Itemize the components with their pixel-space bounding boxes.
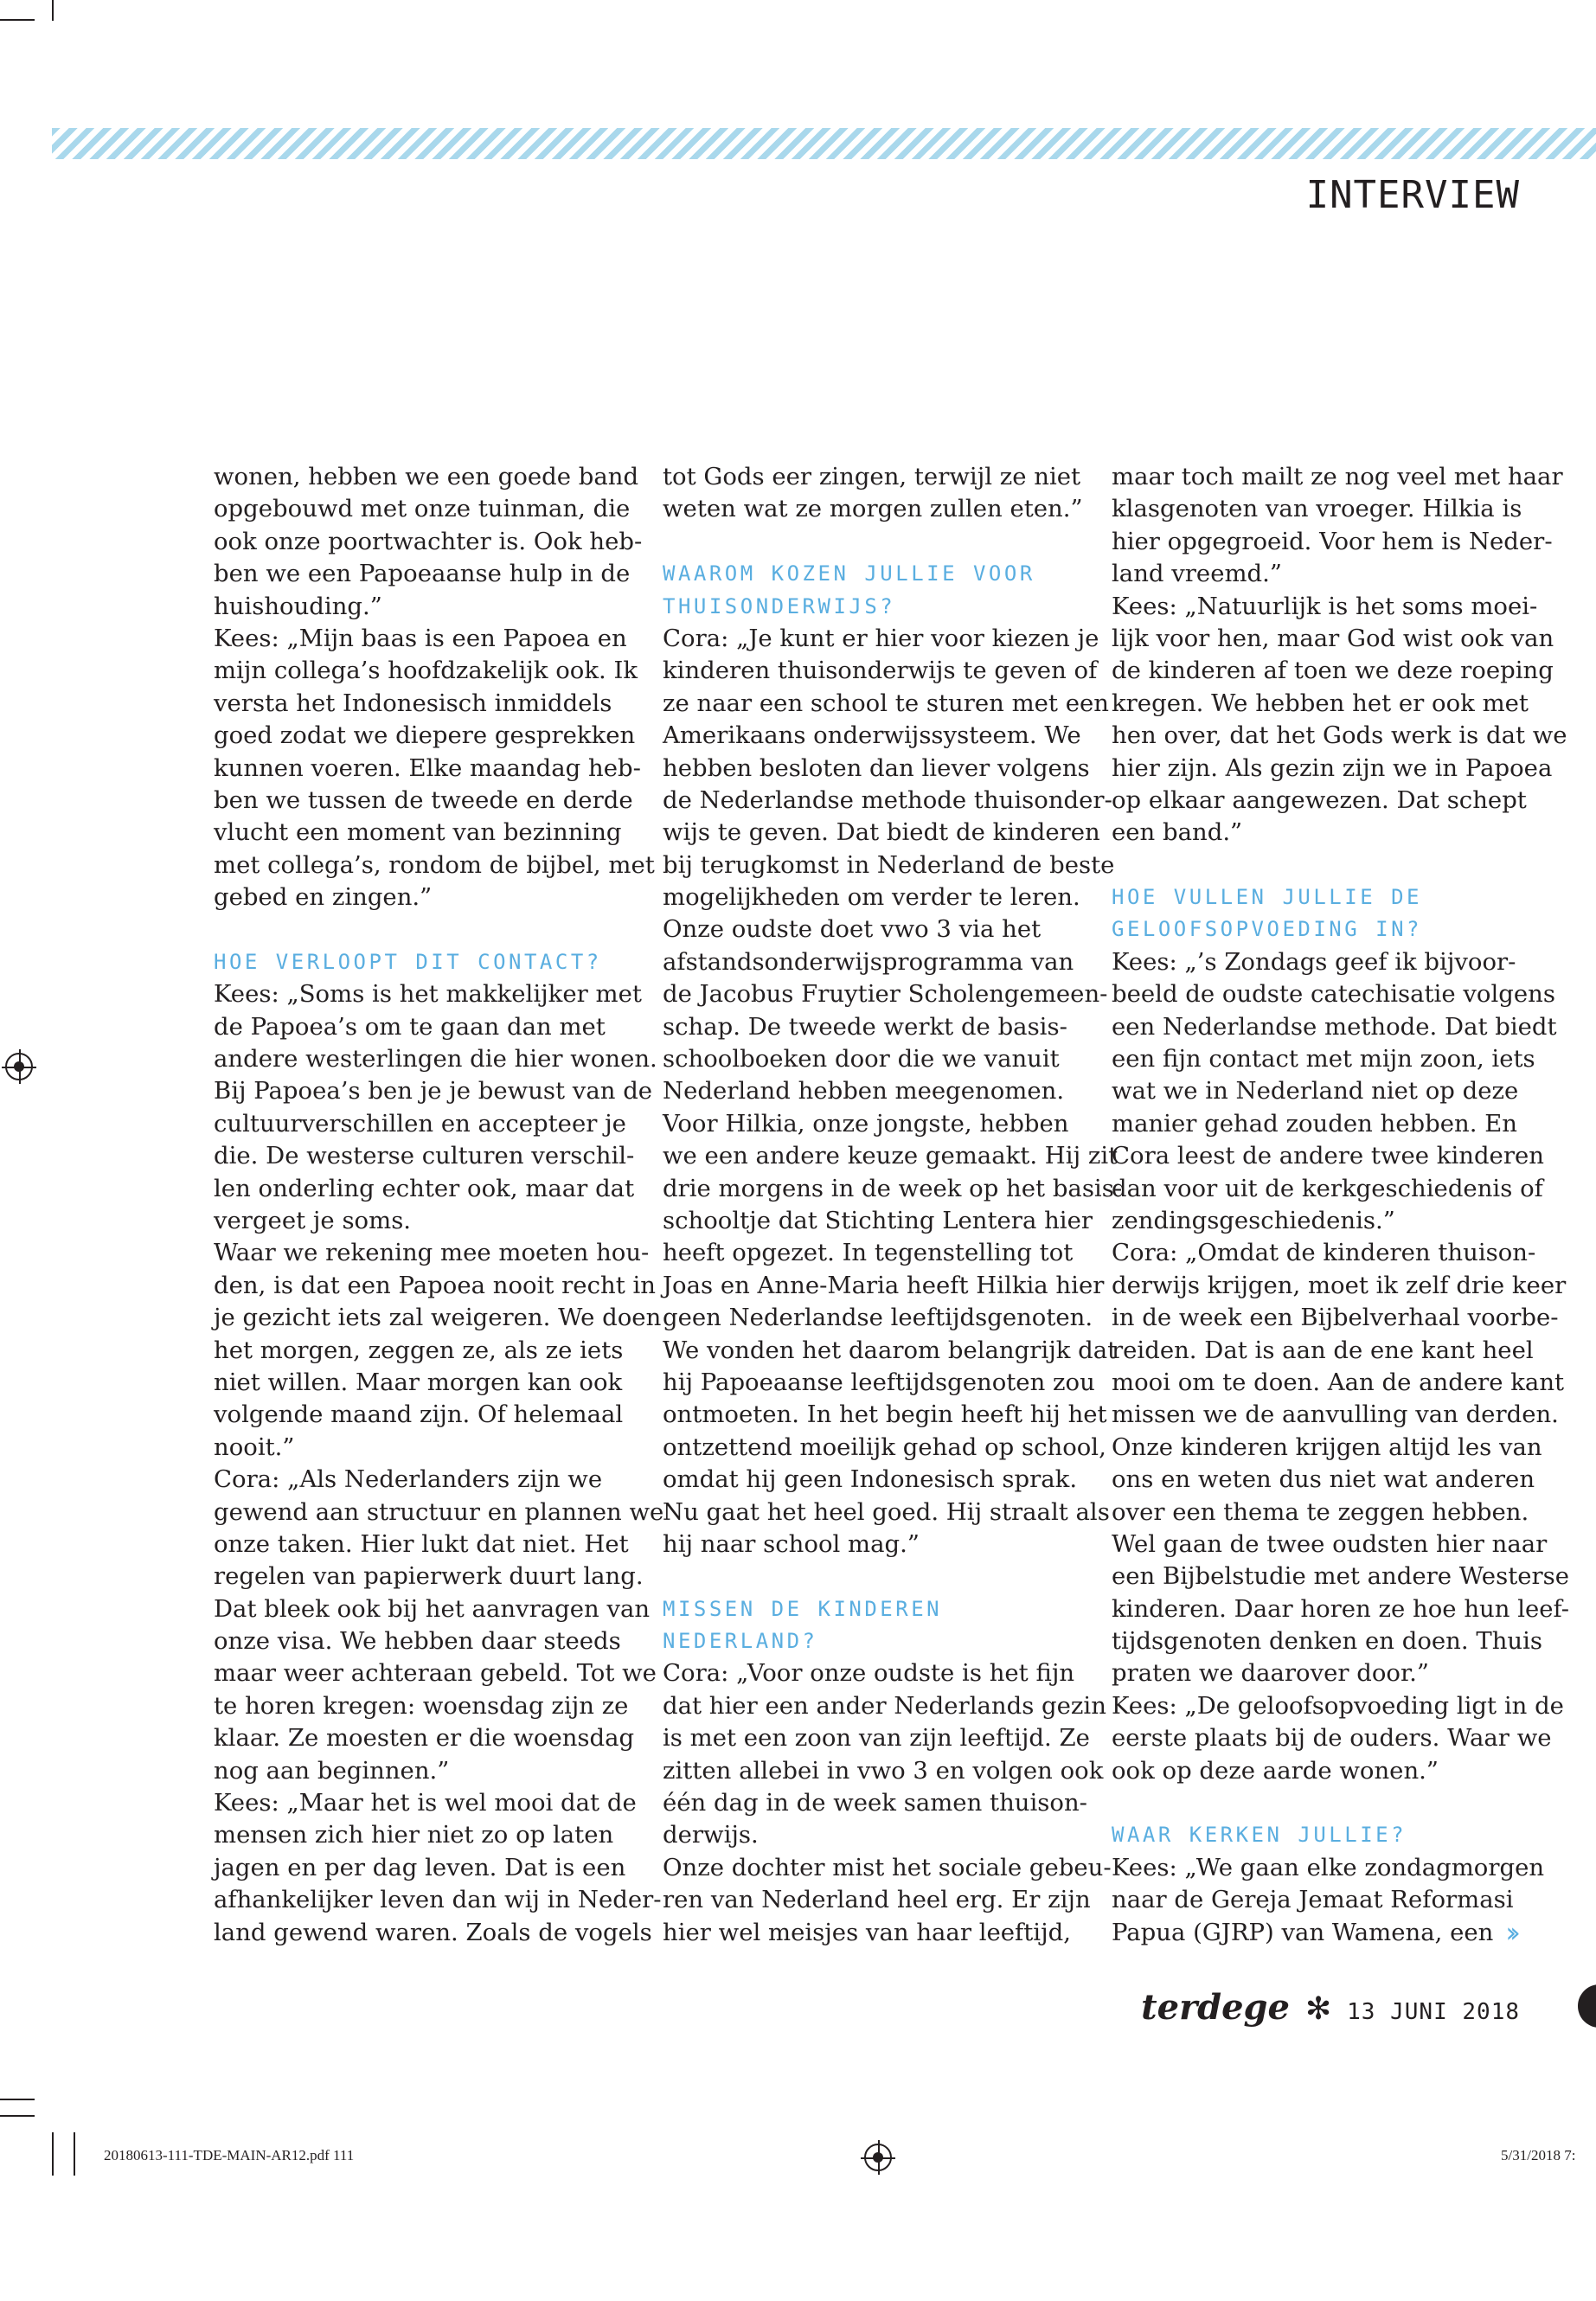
body-text-line (1112, 1205, 1527, 1237)
body-text-line (214, 785, 633, 817)
line-text: zendingsgeschiedenis.” (1112, 1206, 1395, 1234)
body-text-line (663, 1657, 1078, 1689)
line-text: schooltje dat Stichting Lentera hier (663, 1206, 1093, 1234)
line-text: mensen zich hier niet zo op laten (214, 1821, 614, 1849)
line-text: beeld de oudste catechisatie volgens (1112, 980, 1555, 1009)
body-text-line (214, 1593, 651, 1625)
body-text-line (663, 623, 1099, 655)
body-text-line (1112, 720, 1567, 752)
line-text: Voor Hilkia, onze jongste, hebben (663, 1109, 1069, 1138)
body-text-line (663, 1205, 1093, 1237)
line-text: onze taken. Hier lukt dat niet. Het (214, 1529, 629, 1558)
line-text: wijs te geven. Dat biedt de kinderen (663, 818, 1100, 847)
registration-mark (5, 1053, 33, 1080)
line-text: hier wel meisjes van haar leeftijd, (663, 1918, 1071, 1946)
line-text: HOE VERLOOPT DIT CONTACT? (214, 949, 602, 974)
body-text-line (214, 1690, 629, 1722)
crop-mark (52, 2132, 54, 2176)
line-text: volgende maand zijn. Of helemaal (214, 1400, 624, 1429)
line-text: Onze dochter mist het sociale gebeu- (663, 1853, 1112, 1881)
body-text-line (1112, 1464, 1535, 1496)
body-text-line (663, 720, 1081, 752)
body-text-line (1112, 1561, 1570, 1593)
body-text-line (663, 978, 1108, 1010)
line-text: maar weer achteraan gebeld. Tot we (214, 1659, 657, 1688)
line-text: we een andere keuze gemaakt. Hij zit (663, 1142, 1118, 1170)
crop-mark (0, 2115, 35, 2117)
line-text: dat hier een ander Nederlands gezin (663, 1691, 1106, 1720)
line-text: het morgen, zeggen ze, als ze iets (214, 1336, 624, 1364)
body-text-line (1112, 623, 1554, 655)
body-text-line (214, 1917, 652, 1949)
line-text: naar de Gereja Jemaat Reformasi (1112, 1886, 1514, 1914)
paragraph-spacer (1112, 1787, 1527, 1819)
body-text-line (214, 1205, 629, 1237)
body-text-line (1112, 1043, 1535, 1075)
line-text: Kees: „Mijn baas is een Papoea en (214, 624, 627, 652)
line-text: tijdsgenoten denken en doen. Thuis (1112, 1627, 1543, 1656)
body-text-line (663, 817, 1100, 849)
line-text: Kees: „De geloofsopvoeding ligt in de (1112, 1691, 1564, 1720)
body-text-line (1112, 1657, 1527, 1689)
line-text: zitten allebei in vwo 3 en volgen ook (663, 1756, 1104, 1785)
body-text-line (663, 1787, 1087, 1819)
line-text: weten wat ze morgen zullen eten.” (663, 495, 1083, 523)
question-heading-line (663, 1593, 1078, 1625)
line-text: maar toch mailt ze nog veel met haar (1112, 463, 1563, 490)
line-text: de kinderen af toen we deze roeping (1112, 657, 1554, 685)
body-text-line (1112, 1302, 1559, 1334)
line-text: bij terugkomst in Nederland de beste (663, 850, 1115, 879)
line-text: de Nederlandse methode thuisonder- (663, 785, 1112, 814)
line-text: Kees: „Natuurlijk is het soms moei- (1112, 592, 1538, 620)
body-text-line (1112, 591, 1538, 623)
body-text-line (214, 688, 629, 720)
body-text-line (1112, 1917, 1527, 1949)
question-heading-line (663, 1625, 1078, 1657)
line-text: vergeet je soms. (214, 1206, 412, 1234)
line-text: Cora: „Je kunt er hier voor kiezen je (663, 624, 1099, 652)
body-text-line (663, 1722, 1090, 1754)
line-text: mooi om te doen. Aan de andere kant (1112, 1368, 1565, 1396)
line-text: in de week een Bijbelverhaal voorbe- (1112, 1304, 1559, 1332)
body-text-line (214, 558, 629, 590)
line-text: NEDERLAND? (663, 1629, 818, 1654)
body-text-line (1112, 1011, 1557, 1043)
line-text: de Jacobus Fruytier Scholengemeen- (663, 980, 1108, 1009)
page-number-tab (1578, 1984, 1596, 2028)
body-text-line (214, 461, 639, 493)
body-text-line (214, 1237, 650, 1269)
line-text: regelen van papierwerk duurt lang. (214, 1562, 644, 1591)
body-text-line (663, 1464, 1078, 1496)
body-text-line (214, 1497, 664, 1529)
line-text: huishouding.” (214, 592, 382, 620)
article-column-3 (1112, 461, 1570, 1949)
line-text: kunnen voeren. Elke maandag heb- (214, 753, 641, 782)
crop-mark (74, 2132, 75, 2176)
line-text: Kees: „Soms is het makkelijker met (214, 980, 642, 1009)
body-text-line (1112, 1399, 1559, 1431)
line-text: GELOOFSOPVOEDING IN? (1112, 917, 1422, 942)
question-heading-line (214, 946, 629, 978)
line-text: Dat bleek ook bij het aanvragen van (214, 1594, 651, 1623)
body-text-line (1112, 1529, 1548, 1561)
line-text: niet willen. Maar morgen kan ook (214, 1368, 623, 1396)
body-text-line (1112, 946, 1527, 978)
body-text-line (214, 753, 641, 785)
line-text: opgebouwd met onze tuinman, die (214, 495, 631, 523)
paragraph-spacer (663, 1561, 1078, 1593)
line-text: Kees: „We gaan elke zondagmorgen (1112, 1853, 1545, 1881)
body-text-line (1112, 526, 1553, 558)
body-text-line (214, 1173, 635, 1205)
line-text: derwijs krijgen, moet ik zelf drie keer (1112, 1271, 1567, 1299)
body-text-line (1112, 1140, 1544, 1172)
body-text-line (1112, 1108, 1527, 1140)
line-text: ze naar een school te sturen met een (663, 689, 1109, 717)
question-heading-line (1112, 913, 1527, 945)
body-text-line (663, 1755, 1104, 1787)
line-text: land vreemd.” (1112, 560, 1282, 588)
body-text-line (1112, 1755, 1527, 1787)
line-text: dan voor uit de kerkgeschiedenis of (1112, 1174, 1543, 1202)
line-text: geen Nederlandse leeftijdsgenoten. (663, 1304, 1093, 1332)
line-text: één dag in de week samen thuison- (663, 1789, 1087, 1817)
line-text: gewend aan structuur en plannen we (214, 1497, 664, 1526)
body-text-line (214, 1043, 657, 1075)
line-text: ook op deze aarde wonen.” (1112, 1756, 1439, 1785)
body-text-line (663, 1140, 1118, 1172)
body-text-line (214, 1302, 662, 1334)
line-text: je gezicht iets zal weigeren. We doen (214, 1304, 662, 1332)
question-heading-line (1112, 881, 1527, 913)
body-text-line (663, 1270, 1105, 1302)
body-text-line (663, 1173, 1123, 1205)
line-text: ren van Nederland heel erg. Er zijn (663, 1886, 1091, 1914)
line-text: ook onze poortwachter is. Ook heb- (214, 527, 643, 555)
question-heading-line (663, 591, 1078, 623)
question-heading-line (663, 558, 1078, 590)
line-text: praten we daarover door.” (1112, 1659, 1429, 1688)
line-text: den, is dat een Papoea nooit recht in (214, 1271, 656, 1299)
body-text-line (663, 1690, 1106, 1722)
line-text: WAAR KERKEN JULLIE? (1112, 1823, 1407, 1848)
line-text: schoolboeken door die we vanuit (663, 1045, 1060, 1074)
line-text: MISSEN DE KINDEREN (663, 1596, 943, 1621)
line-text: Joas en Anne-Maria heeft Hilkia hier (663, 1271, 1105, 1299)
page-footer (1141, 1987, 1520, 2028)
body-text-line (1112, 558, 1527, 590)
double-chevron-right-icon: ›› (1505, 1915, 1514, 1949)
body-text-line (1112, 1722, 1552, 1754)
body-text-line (214, 1432, 629, 1464)
line-text: andere westerlingen die hier wonen. (214, 1045, 657, 1074)
line-text: afstandsonderwijsprogramma van (663, 947, 1074, 976)
body-text-line (214, 720, 636, 752)
body-text-line (1112, 1690, 1564, 1722)
body-text-line (214, 1787, 637, 1819)
line-text: klasgenoten van vroeger. Hilkia is (1112, 495, 1522, 523)
magazine-logo: terdege (1141, 1987, 1290, 2028)
line-text: Kees: „Maar het is wel mooi dat de (214, 1789, 637, 1817)
body-text-line (663, 1043, 1078, 1075)
line-text: Nederland hebben meegenomen. (663, 1077, 1065, 1106)
registration-mark (864, 2144, 892, 2171)
body-text-line (663, 493, 1083, 525)
line-text: op elkaar aangewezen. Dat schept (1112, 785, 1527, 814)
line-text: wonen, hebben we een goede band (214, 463, 639, 490)
body-text-line (1112, 1625, 1543, 1657)
body-text-line (663, 461, 1081, 493)
body-text-line (1112, 785, 1527, 817)
line-text: WAAROM KOZEN JULLIE VOOR (663, 561, 1035, 586)
body-text-line (214, 1561, 644, 1593)
line-text: is met een zoon van zijn leeftijd. Ze (663, 1724, 1090, 1753)
article-column-1 (214, 461, 664, 1949)
line-text: Cora: „Omdat de kinderen thuison- (1112, 1239, 1536, 1267)
line-text: ontzettend moeilijk gehad op school, (663, 1433, 1106, 1461)
body-text-line (1112, 1852, 1545, 1884)
body-text-line (214, 978, 642, 1010)
line-text: Papua (GJRP) van Wamena, een (1112, 1918, 1494, 1946)
line-text: jagen en per dag leven. Dat is een (214, 1853, 626, 1881)
line-text: schap. De tweede werkt de basis- (663, 1012, 1067, 1041)
line-text: Bij Papoea’s ben je je bewust van de (214, 1077, 653, 1106)
line-text: Nu gaat het heel goed. Hij straalt als (663, 1497, 1110, 1526)
line-text: te horen kregen: woensdag zijn ze (214, 1691, 629, 1720)
line-text: Cora leest de andere twee kinderen (1112, 1142, 1544, 1170)
line-text: Kees: „’s Zondags geef ik bijvoor- (1112, 947, 1516, 976)
body-text-line (1112, 493, 1527, 525)
line-text: manier gehad zouden hebben. En (1112, 1109, 1518, 1138)
body-text-line (214, 817, 629, 849)
line-text: derwijs. (663, 1821, 759, 1849)
line-text: Onze oudste doet vwo 3 via het (663, 915, 1042, 944)
print-slug-datetime: 5/31/2018 7: (1501, 2147, 1576, 2163)
body-text-line (214, 1464, 629, 1496)
paragraph-spacer (214, 913, 629, 945)
line-text: een band.” (1112, 818, 1243, 847)
body-text-line (663, 1432, 1106, 1464)
line-text: We vonden het daarom belangrijk dat (663, 1336, 1118, 1364)
crop-mark (0, 19, 35, 21)
line-text: die. De westerse culturen verschil- (214, 1142, 635, 1170)
body-text-line (214, 493, 629, 525)
separator-star: ✻ (1304, 1991, 1332, 2027)
line-text: Waar we rekening mee moeten hou- (214, 1239, 650, 1267)
body-text-line (214, 1529, 629, 1561)
line-text: hebben besloten dan liever volgens (663, 753, 1090, 782)
line-text: kinderen thuisonderwijs te geven of (663, 657, 1098, 685)
line-text: Cora: „Als Nederlanders zijn we (214, 1465, 603, 1494)
body-text-line (663, 688, 1109, 720)
body-text-line (663, 1497, 1110, 1529)
line-text: reiden. Dat is aan de ene kant heel (1112, 1336, 1534, 1364)
line-text: een Nederlandse methode. Dat biedt (1112, 1012, 1557, 1041)
line-text: nog aan beginnen.” (214, 1756, 450, 1785)
line-text: hen over, dat het Gods werk is dat we (1112, 721, 1567, 750)
body-text-line (214, 881, 629, 913)
body-text-line (214, 849, 655, 881)
body-text-line (663, 1335, 1118, 1367)
body-text-line (663, 1302, 1093, 1334)
body-text-line (214, 1884, 662, 1916)
paragraph-spacer (663, 526, 1078, 558)
line-text: nooit.” (214, 1433, 295, 1461)
body-text-line (1112, 1884, 1527, 1916)
line-text: over een thema te zeggen hebben. (1112, 1497, 1529, 1526)
print-slug-file: 20180613-111-TDE-MAIN-AR12.pdf 111 (104, 2147, 355, 2163)
body-text-line (663, 1399, 1107, 1431)
line-text: hij naar school mag.” (663, 1529, 920, 1558)
line-text: HOE VULLEN JULLIE DE (1112, 885, 1422, 910)
line-text: de Papoea’s om te gaan dan met (214, 1012, 606, 1041)
line-text: wat we in Nederland niet op deze (1112, 1077, 1519, 1106)
line-text: klaar. Ze moesten er die woensdag (214, 1724, 635, 1753)
body-text-line (1112, 1237, 1536, 1269)
body-text-line (663, 913, 1078, 945)
body-text-line (663, 1884, 1091, 1916)
line-text: hier zijn. Als gezin zijn we in Papoea (1112, 753, 1553, 782)
body-text-line (663, 1108, 1078, 1140)
body-text-line (663, 1819, 1078, 1851)
line-text: land gewend waren. Zoals de vogels (214, 1918, 652, 1946)
line-text: afhankelijker leven dan wij in Neder- (214, 1886, 662, 1914)
issue-date: 13 JUNI 2018 (1347, 1999, 1520, 2025)
body-text-line (663, 1852, 1112, 1884)
body-text-line (1112, 1497, 1527, 1529)
line-text: eerste plaats bij de ouders. Waar we (1112, 1724, 1552, 1753)
line-text: versta het Indonesisch inmiddels (214, 689, 612, 717)
line-text: hij Papoeaanse leeftijdsgenoten zou (663, 1368, 1095, 1396)
line-text: THUISONDERWIJS? (663, 593, 896, 619)
line-text: Cora: „Voor onze oudste is het fijn (663, 1659, 1075, 1688)
crop-mark (0, 2099, 35, 2100)
line-text: drie morgens in de week op het basis- (663, 1174, 1123, 1202)
article-column-2 (663, 461, 1123, 1949)
body-text-line (214, 1852, 629, 1884)
body-text-line (1112, 1432, 1542, 1464)
line-text: len onderling echter ook, maar dat (214, 1174, 635, 1202)
body-text-line (1112, 461, 1563, 493)
line-text: gebed en zingen.” (214, 883, 433, 912)
body-text-line (214, 1140, 635, 1172)
body-text-line (1112, 688, 1527, 720)
line-text: Amerikaans onderwijssysteem. We (663, 721, 1081, 750)
body-text-line (1112, 1367, 1565, 1399)
body-text-line (1112, 817, 1527, 849)
line-text: Onze kinderen krijgen altijd les van (1112, 1433, 1542, 1461)
body-text-line (663, 946, 1078, 978)
line-text: onze visa. We hebben daar steeds (214, 1627, 621, 1656)
line-text: Wel gaan de twee oudsten hier naar (1112, 1529, 1548, 1558)
line-text: een fijn contact met mijn zoon, iets (1112, 1045, 1535, 1074)
decorative-stripe-band (52, 128, 1596, 159)
body-text-line (663, 753, 1090, 785)
body-text-line (214, 1270, 656, 1302)
line-text: ontmoeten. In het begin heeft hij het (663, 1400, 1107, 1429)
body-text-line (214, 1722, 635, 1754)
body-text-line (214, 1755, 629, 1787)
line-text: kregen. We hebben het er ook met (1112, 689, 1529, 717)
line-text: heeft opgezet. In tegenstelling tot (663, 1239, 1074, 1267)
body-text-line (663, 1917, 1078, 1949)
body-text-line (663, 849, 1115, 881)
body-text-line (663, 785, 1112, 817)
body-text-line (663, 1011, 1078, 1043)
crop-mark (52, 0, 54, 21)
body-text-line (214, 526, 643, 558)
body-text-line (1112, 753, 1553, 785)
body-text-line (663, 655, 1098, 687)
body-text-line (663, 1529, 1078, 1561)
line-text: mijn collega’s hoofdzakelijk ook. Ik (214, 657, 638, 685)
body-text-line (214, 591, 629, 623)
body-text-line (214, 1075, 653, 1107)
body-text-line (663, 881, 1078, 913)
body-text-line (1112, 1270, 1567, 1302)
line-text: vlucht een moment van bezinning (214, 818, 622, 847)
body-text-line (214, 1108, 629, 1140)
body-text-line (214, 1819, 629, 1851)
line-text: ben we tussen de tweede en derde (214, 785, 633, 814)
body-text-line (663, 1237, 1078, 1269)
body-text-line (1112, 655, 1554, 687)
body-text-line (214, 655, 638, 687)
line-text: hier opgegroeid. Voor hem is Neder- (1112, 527, 1553, 555)
body-text-line (214, 1367, 629, 1399)
line-text: cultuurverschillen en accepteer je (214, 1109, 626, 1138)
body-text-line (214, 1625, 629, 1657)
body-text-line (214, 1011, 629, 1043)
body-text-line (663, 1367, 1095, 1399)
body-text-line (1112, 1075, 1527, 1107)
line-text: lijk voor hen, maar God wist ook van (1112, 624, 1554, 652)
body-text-line (1112, 1173, 1543, 1205)
line-text: mogelijkheden om verder te leren. (663, 883, 1080, 912)
line-text: met collega’s, rondom de bijbel, met (214, 850, 655, 879)
line-text: omdat hij geen Indonesisch sprak. (663, 1465, 1078, 1494)
body-text-line (663, 1075, 1078, 1107)
line-text: tot Gods eer zingen, terwijl ze niet (663, 463, 1081, 490)
line-text: missen we de aanvulling van derden. (1112, 1400, 1559, 1429)
body-text-line (1112, 1593, 1570, 1625)
line-text: ons en weten dus niet wat anderen (1112, 1465, 1535, 1494)
body-text-line (214, 1335, 629, 1367)
line-text: een Bijbelstudie met andere Westerse (1112, 1562, 1570, 1591)
section-label: INTERVIEW (1305, 173, 1520, 217)
body-text-line (1112, 1335, 1534, 1367)
body-text-line (214, 1399, 629, 1431)
line-text: kinderen. Daar horen ze hoe hun leef- (1112, 1594, 1570, 1623)
body-text-line (214, 623, 629, 655)
question-heading-line (1112, 1819, 1527, 1851)
line-text: goed zodat we diepere gesprekken (214, 721, 636, 750)
body-text-line (1112, 978, 1555, 1010)
body-text-line (214, 1657, 657, 1689)
paragraph-spacer (1112, 849, 1527, 881)
line-text: ben we een Papoeaanse hulp in de (214, 560, 631, 588)
